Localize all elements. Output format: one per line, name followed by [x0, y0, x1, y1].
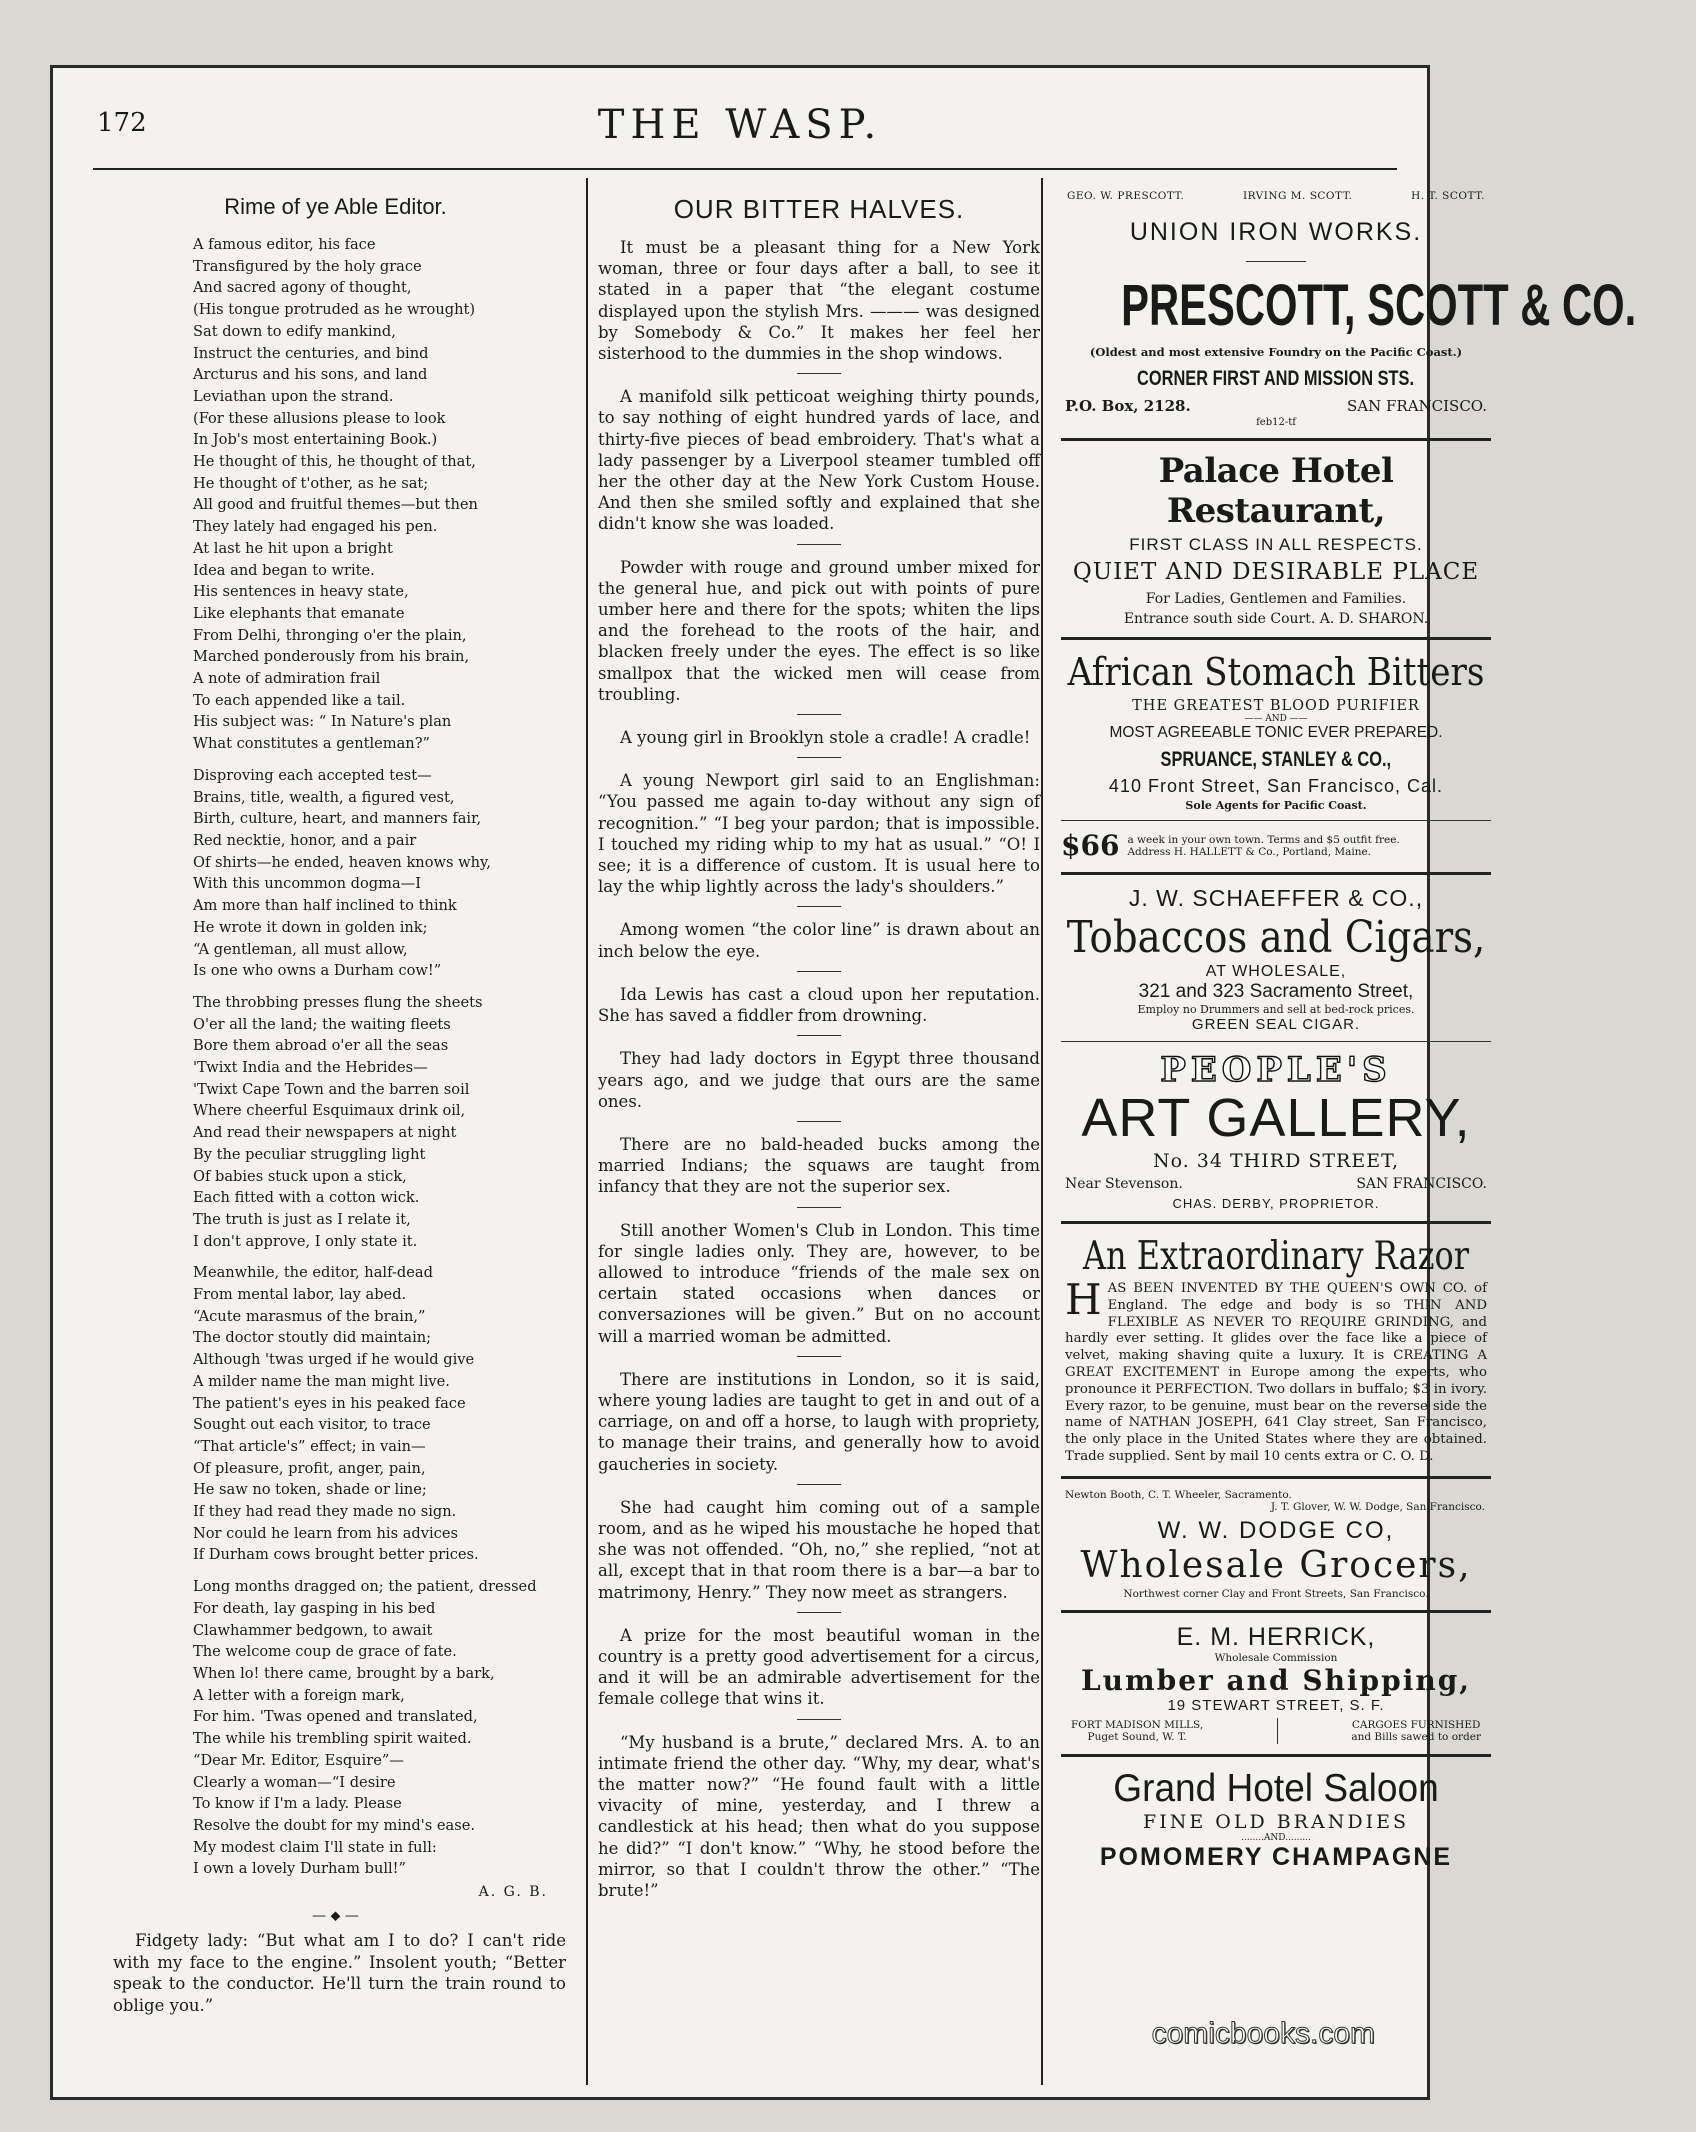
ad-line: For Ladies, Gentlemen and Families.: [1145, 591, 1407, 607]
header-rule: [93, 168, 1397, 170]
paragraph-separator: [797, 1356, 841, 1357]
poem-line: With this uncommon dogma—I: [193, 875, 421, 893]
paragraph-separator: [797, 757, 841, 758]
ad-line: and Bills sawed to order: [1351, 1730, 1481, 1743]
poem-line: My modest claim I'll state in full:: [193, 1838, 437, 1856]
poem-line: Of babies stuck upon a stick,: [193, 1167, 407, 1185]
ad-divider: [1061, 1610, 1491, 1613]
ad-divider: [1061, 820, 1491, 821]
poem-line: All good and fruitful themes—but then: [193, 496, 478, 514]
poem-line: I don't approve, I only state it.: [193, 1232, 418, 1250]
poem-line: (For these allusions please to look: [193, 409, 446, 427]
poem-line: He wrote it down in golden ink;: [193, 918, 428, 936]
page-sheet: [50, 65, 1637, 2100]
poem-line: If Durham cows brought better prices.: [193, 1546, 479, 1564]
article-paragraph: Ida Lewis has cast a cloud upon her reputation. She has saved a fiddler from drowning.: [598, 984, 1040, 1026]
poem-stanza: [193, 1262, 578, 1566]
poem-line: Leviathan upon the strand.: [193, 387, 394, 405]
ad-line: POMOMERY CHAMPAGNE: [1099, 1842, 1453, 1871]
poem-body: [93, 234, 578, 1880]
ad-line: —— AND ——: [1244, 714, 1308, 724]
poem-line: The patient's eyes in his peaked face: [193, 1394, 466, 1412]
poem-line: Marched ponderously from his brain,: [193, 648, 470, 666]
ad-divider: [1061, 872, 1491, 875]
ad-city: SAN FRANCISCO.: [1356, 1176, 1487, 1192]
page-number: 172: [97, 108, 147, 138]
ad-code: feb12-tf: [1256, 417, 1296, 428]
paragraph-separator: [797, 714, 841, 715]
article-paragraph: A manifold silk petticoat weighing thirty pounds, to say nothing of eight hundred yards of lace, and thirty-five pieces of bead embroidery. That's what a lady passenger by a Liverpool steamer tumbled off her the other day at the New York Custom House. And then she smiled softly and explained that she didn't know she was loaded.: [598, 387, 1040, 534]
poem-line: And sacred agony of thought,: [193, 279, 412, 297]
poem-line: Sought out each visitor, to trace: [193, 1416, 431, 1434]
ad-african-bitters: [1061, 650, 1491, 812]
ad-address: 410 Front Street, San Francisco, Cal.: [1108, 776, 1444, 796]
poem-line: Am more than half inclined to think: [193, 897, 457, 915]
poem-line: Although 'twas urged if he would give: [193, 1351, 475, 1369]
column-article: [598, 176, 1040, 1901]
poem-stanza: [193, 1576, 578, 1880]
poem-line: When lo! there came, brought by a bark,: [193, 1665, 495, 1682]
ad-divider: [1061, 438, 1491, 441]
poem-line: Birth, culture, heart, and manners fair,: [193, 810, 482, 828]
poem-line: Disproving each accepted test—: [193, 766, 432, 784]
poem-line: For him. 'Twas opened and translated,: [193, 1708, 478, 1726]
ad-heading: Wholesale Grocers,: [1080, 1544, 1472, 1586]
poem-line: He thought of t'other, as he sat;: [193, 474, 429, 492]
ad-line: GREEN SEAL CIGAR.: [1191, 1016, 1361, 1033]
paragraph-separator: [797, 1484, 841, 1485]
poem-stanza: [193, 992, 578, 1252]
ad-body: AS BEEN INVENTED BY THE QUEEN'S OWN CO. of England. The edge and body is so THIN AND FLEXIBLE AS NEVER TO REQUIRE GRINDING, and hardly ever setting. It glides over the face like a piece of velvet, making shaving quite a luxury. It is CREATING A GREAT EXCITEMENT in Europe among the experts, who pronounce it PERFECTION. Two dollars in buffalo; $3 in ivory. Every razor, to be genuine, must bear on the reverse side the name of NATHAN JOSEPH, 641 Clay street, San Francisco, the only place in the United States where they are obtained. Trade supplied. Sent by mail 10 cents extra or C. O. D.: [1065, 1281, 1487, 1464]
poem-line: If they had read they made no sign.: [193, 1503, 457, 1521]
ad-divider: [1061, 1476, 1491, 1479]
ad-line: a week in your own town. Terms and $5 outfit free.: [1127, 833, 1400, 846]
ad-line: FORT MADISON MILLS,: [1071, 1718, 1204, 1731]
column-divider-1: [586, 178, 588, 2085]
watermark: comicbooks.com: [1151, 2017, 1375, 2050]
ad-address: 321 and 323 Sacramento Street,: [1138, 981, 1414, 1002]
owner-name: H. T. SCOTT.: [1411, 190, 1485, 202]
ad-amount: $66: [1061, 829, 1120, 862]
ad-divider: [1061, 637, 1491, 640]
po-box: P.O. Box, 2128.: [1065, 397, 1191, 415]
paragraph-separator: [797, 1121, 841, 1122]
ad-palace-hotel: [1061, 451, 1491, 627]
ad-line: FINE OLD BRANDIES: [1143, 1810, 1409, 1833]
ad-corner: CORNER FIRST AND MISSION STS.: [1137, 367, 1415, 390]
poem-line: He thought of this, he thought of that,: [193, 453, 476, 471]
ad-address: No. 34 THIRD STREET,: [1152, 1150, 1399, 1172]
poem-line: O'er all the land; the waiting fleets: [193, 1015, 451, 1033]
ad-heading: Grand Hotel Saloon: [1113, 1766, 1439, 1810]
poem-line: To know if I'm a lady. Please: [193, 1795, 402, 1813]
fidgety-anecdote: Fidgety lady: “But what am I to do? I can't ride with my face to the engine.” Insolent youth; “Better speak to the conductor. He'll turn the train round to oblige you.”: [113, 1931, 566, 2015]
poem-line: Brains, title, wealth, a figured vest,: [193, 788, 455, 806]
poem-line: A note of admiration frail: [193, 670, 381, 688]
poem-line: What constitutes a gentleman?”: [193, 735, 430, 753]
ad-divider: [1061, 1754, 1491, 1757]
ad-heading: ART GALLERY,: [1081, 1088, 1471, 1148]
poem-line: “A gentleman, all must allow,: [193, 940, 408, 958]
poem-stanza: [193, 765, 578, 982]
article-paragraph: A prize for the most beautiful woman in the country is a pretty good advertisement for a circus, and it will be an admirable advertisement for the female college that wins it.: [598, 1625, 1040, 1709]
ad-divider: [1061, 1041, 1491, 1042]
poem-line: They lately had engaged his pen.: [193, 518, 438, 536]
poem-line: Bore them abroad o'er all the seas: [193, 1037, 449, 1055]
column-poem: [93, 176, 578, 2016]
ad-firm-name: E. M. HERRICK,: [1176, 1622, 1376, 1651]
poem-line: In Job's most entertaining Book.): [193, 431, 438, 449]
paragraph-separator: [797, 1207, 841, 1208]
ad-line: AT WHOLESALE,: [1205, 963, 1347, 980]
poem-signature: A. G. B.: [478, 1884, 548, 1901]
paragraph-separator: [797, 373, 841, 374]
poem-line: Each fitted with a cotton wick.: [193, 1189, 420, 1207]
ad-divider: [1061, 1221, 1491, 1224]
paragraph-separator: [797, 1612, 841, 1613]
poem-line: 'Twixt Cape Town and the barren soil: [193, 1080, 470, 1098]
poem-line: The while his trembling spirit waited.: [193, 1730, 472, 1748]
article-paragraph: A young Newport girl said to an Englishman: “You passed me again to-day without any sign of recognition.” “I beg your pardon; that is impossible. I touched my riding whip to my hat as usual.” “O! I see; it is a difference of custom. It is usual here to lay the whip lightly across the lady's shoulders.”: [598, 771, 1040, 897]
ornament-divider: — ⬥ —: [312, 1908, 359, 1925]
ad-line: Entrance south side Court. A. D. SHARON.: [1123, 611, 1429, 627]
poem-line: I own a lovely Durham bull!”: [193, 1860, 406, 1878]
poem-stanza: [193, 234, 578, 755]
ad-address: 19 STEWART STREET, S. F.: [1167, 1696, 1385, 1714]
poem-line: From Delhi, thronging o'er the plain,: [193, 626, 467, 644]
poem-line: Clearly a woman—“I desire: [193, 1773, 396, 1791]
article-paragraph: Among women “the color line” is drawn about an inch below the eye.: [598, 920, 1040, 961]
poem-line: And read their newspapers at night: [193, 1124, 457, 1142]
drop-cap: H: [1065, 1275, 1102, 1324]
ad-line: THE GREATEST BLOOD PURIFIER: [1132, 698, 1420, 714]
poem-line: Clawhammer bedgown, to await: [193, 1621, 433, 1639]
ad-heading: Lumber and Shipping,: [1080, 1663, 1472, 1697]
ad-dodge: [1061, 1489, 1491, 1600]
ad-line: CHAS. DERBY, PROPRIETOR.: [1172, 1196, 1380, 1211]
ad-union-iron-works: [1061, 190, 1637, 428]
ad-razor: [1061, 1234, 1491, 1466]
ad-line: Employ no Drummers and sell at bed-rock prices.: [1137, 1003, 1415, 1016]
poem-line: “Acute marasmus of the brain,”: [193, 1307, 426, 1325]
poem-line: Idea and began to write.: [193, 561, 375, 579]
poem-line: To each appended like a tail.: [193, 691, 406, 709]
poem-line: The doctor stoutly did maintain;: [193, 1329, 432, 1347]
poem-line: Of shirts—he ended, heaven knows why,: [193, 853, 491, 871]
ad-line: Wholesale Commission: [1214, 1651, 1338, 1664]
owner-name: GEO. W. PRESCOTT.: [1067, 190, 1185, 202]
poem-line: By the peculiar struggling light: [193, 1145, 426, 1163]
poem-line: From mental labor, lay abed.: [193, 1286, 407, 1304]
article-paragraph: A young girl in Brooklyn stole a cradle! A cradle!: [620, 728, 1031, 748]
ad-heading: PEOPLE'S: [1160, 1050, 1392, 1090]
poem-line: Meanwhile, the editor, half-dead: [193, 1264, 433, 1282]
poem-line: Red necktie, honor, and a pair: [193, 831, 417, 849]
poem-line: Long months dragged on; the patient, dressed: [193, 1578, 537, 1596]
ad-sixty-six: [1061, 829, 1491, 862]
ad-line: Puget Sound, W. T.: [1087, 1730, 1187, 1743]
paragraph-separator: [797, 544, 841, 545]
poem-line: Arcturus and his sons, and land: [193, 366, 428, 384]
owner-name: IRVING M. SCOTT.: [1242, 190, 1353, 202]
poem-line: The truth is just as I relate it,: [193, 1210, 411, 1228]
article-paragraph: Powder with rouge and ground umber mixed for the general hue, and pick out with points of pure umber here and there for the spots; whiten the lips and the forehead to the roots of the hair, and blacken freely under the eyes. The effect is so like smallpox that the wicked men will cease from troubling.: [598, 557, 1040, 704]
ad-art-gallery: [1061, 1050, 1491, 1211]
ad-grand-hotel: [1061, 1767, 1491, 1872]
ad-firm-name: SPRUANCE, STANLEY & CO.,: [1160, 748, 1392, 771]
ad-note: (Oldest and most extensive Foundry on the Pacific Coast.): [1089, 345, 1463, 359]
poem-line: Sat down to edify mankind,: [193, 322, 396, 340]
poem-line: “That article's” effect; in vain—: [193, 1437, 426, 1455]
article-paragraph: They had lady doctors in Egypt three thousand years ago, and we judge that ours are the same ones.: [598, 1049, 1040, 1111]
ad-line: Address H. HALLETT & Co., Portland, Maine.: [1127, 845, 1372, 858]
ad-line: QUIET AND DESIRABLE PLACE: [1072, 559, 1480, 585]
poem-line: He saw no token, shade or line;: [193, 1481, 427, 1499]
poem-line: Resolve the doubt for my mind's ease.: [193, 1816, 476, 1834]
article-paragraph: There are institutions in London, so it is said, where young ladies are taught to get in and out of a carriage, on and off a horse, to laugh with propriety, to manage their trains, and generally how to avoid gaucheries in society.: [598, 1369, 1040, 1474]
ad-herrick: [1061, 1623, 1491, 1744]
ad-line: MOST AGREEABLE TONIC EVER PREPARED.: [1109, 724, 1443, 741]
ad-line: ........AND.........: [1241, 1832, 1311, 1843]
poem-line: The throbbing presses flung the sheets: [193, 993, 483, 1011]
ad-line: Near Stevenson.: [1065, 1176, 1183, 1192]
poem-line: (His tongue protruded as he wrought): [193, 301, 476, 319]
ad-schaeffer: [1061, 885, 1491, 1033]
ad-heading: African Stomach Bitters: [1067, 650, 1485, 694]
ad-city: SAN FRANCISCO.: [1346, 397, 1487, 415]
poem-line: A milder name the man might live.: [193, 1372, 450, 1390]
paragraph-separator: [797, 906, 841, 907]
poem-line: For death, lay gasping in his bed: [193, 1599, 436, 1617]
poem-line: His subject was: “ In Nature's plan: [193, 713, 452, 731]
ad-heading: Palace Hotel Restaurant,: [1158, 451, 1394, 531]
ad-heading: Tobaccos and Cigars,: [1066, 912, 1486, 963]
divider: [1277, 1718, 1278, 1744]
paragraph-separator: [797, 971, 841, 972]
ad-firm-name: W. W. DODGE CO,: [1157, 1516, 1395, 1544]
poem-line: “Dear Mr. Editor, Esquire”—: [193, 1751, 404, 1769]
poem-line: Like elephants that emanate: [193, 604, 405, 622]
poem-line: At last he hit upon a bright: [193, 539, 393, 557]
poem-line: The welcome coup de grace of fate.: [193, 1643, 457, 1661]
poem-line: A letter with a foreign mark,: [193, 1686, 405, 1704]
divider: [1246, 261, 1306, 262]
ad-line: CARGOES FURNISHED: [1351, 1718, 1481, 1731]
poem-line: Instruct the centuries, and bind: [193, 344, 429, 362]
ad-firm-name: PRESCOTT, SCOTT & CO.: [1121, 273, 1637, 338]
poem-line: Of pleasure, profit, anger, pain,: [193, 1459, 426, 1477]
ad-line: Sole Agents for Pacific Coast.: [1185, 799, 1367, 812]
poem-line: Is one who owns a Durham cow!”: [193, 962, 442, 980]
poem-line: His sentences in heavy state,: [193, 583, 409, 601]
ad-firm-name: J. W. SCHAEFFER & CO.,: [1128, 885, 1424, 911]
article-paragraph: She had caught him coming out of a sample room, and as he wiped his moustache he hoped that she was not offended. “Oh, no,” she replied, “not at all, except that in that room there is a bar—a bar to matrimony, Henry.” They now meet as strangers.: [598, 1497, 1040, 1602]
ad-heading: An Extraordinary Razor: [1082, 1234, 1470, 1279]
poem-line: Nor could he learn from his advices: [193, 1524, 458, 1542]
column-divider-2: [1041, 178, 1043, 2085]
ad-heading: UNION IRON WORKS.: [1129, 218, 1423, 246]
ad-line: FIRST CLASS IN ALL RESPECTS.: [1129, 535, 1423, 554]
ad-address: Northwest corner Clay and Front Streets, San Francisco.: [1123, 1587, 1429, 1600]
article-title: OUR BITTER HALVES.: [673, 194, 965, 224]
poem-line: Transfigured by the holy grace: [193, 257, 422, 275]
article-paragraph: “My husband is a brute,” declared Mrs. A. to an intimate friend the other day. “Why, my dear, what's the matter now?” “He found fault with a little vivacity of mine, yesterday, and I threw a candlestick at his head; then what do you suppose he did?” “I don't know.” “Why, he stood before the mirror, so that I couldn't throw the other.” “The brute!”: [598, 1732, 1040, 1900]
paragraph-separator: [797, 1719, 841, 1720]
ad-line: J. T. Glover, W. W. Dodge, San Francisco.: [1270, 1500, 1485, 1513]
poem-line: A famous editor, his face: [193, 236, 376, 253]
article-body: [598, 237, 1040, 1901]
column-ads: [1061, 176, 1637, 1872]
article-paragraph: There are no bald-headed bucks among the married Indians; the squaws are taught from infancy that they are not the superior sex.: [598, 1134, 1040, 1197]
paragraph-separator: [797, 1035, 841, 1036]
article-paragraph: It must be a pleasant thing for a New York woman, three or four days after a ball, to see it stated in a paper that “the elegant costume displayed upon the stylish Mrs. ——— was designed by Somebody & Co.” It makes her feel her sisterhood to the dummies in the shop windows.: [598, 238, 1040, 364]
poem-line: 'Twixt India and the Hebrides—: [193, 1059, 428, 1077]
masthead: THE WASP.: [597, 102, 883, 148]
poem-line: Where cheerful Esquimaux drink oil,: [193, 1102, 466, 1120]
article-paragraph: Still another Women's Club in London. This time for single ladies only. They are, however, to be allowed to introduce “friends of the male sex on certain stated occasions when dances or conversaziones will be given.” But on no account will a married woman be admitted.: [598, 1220, 1040, 1346]
ad-line: Newton Booth, C. T. Wheeler, Sacramento.: [1065, 1488, 1292, 1501]
poem-title: Rime of ye Able Editor.: [224, 194, 447, 219]
